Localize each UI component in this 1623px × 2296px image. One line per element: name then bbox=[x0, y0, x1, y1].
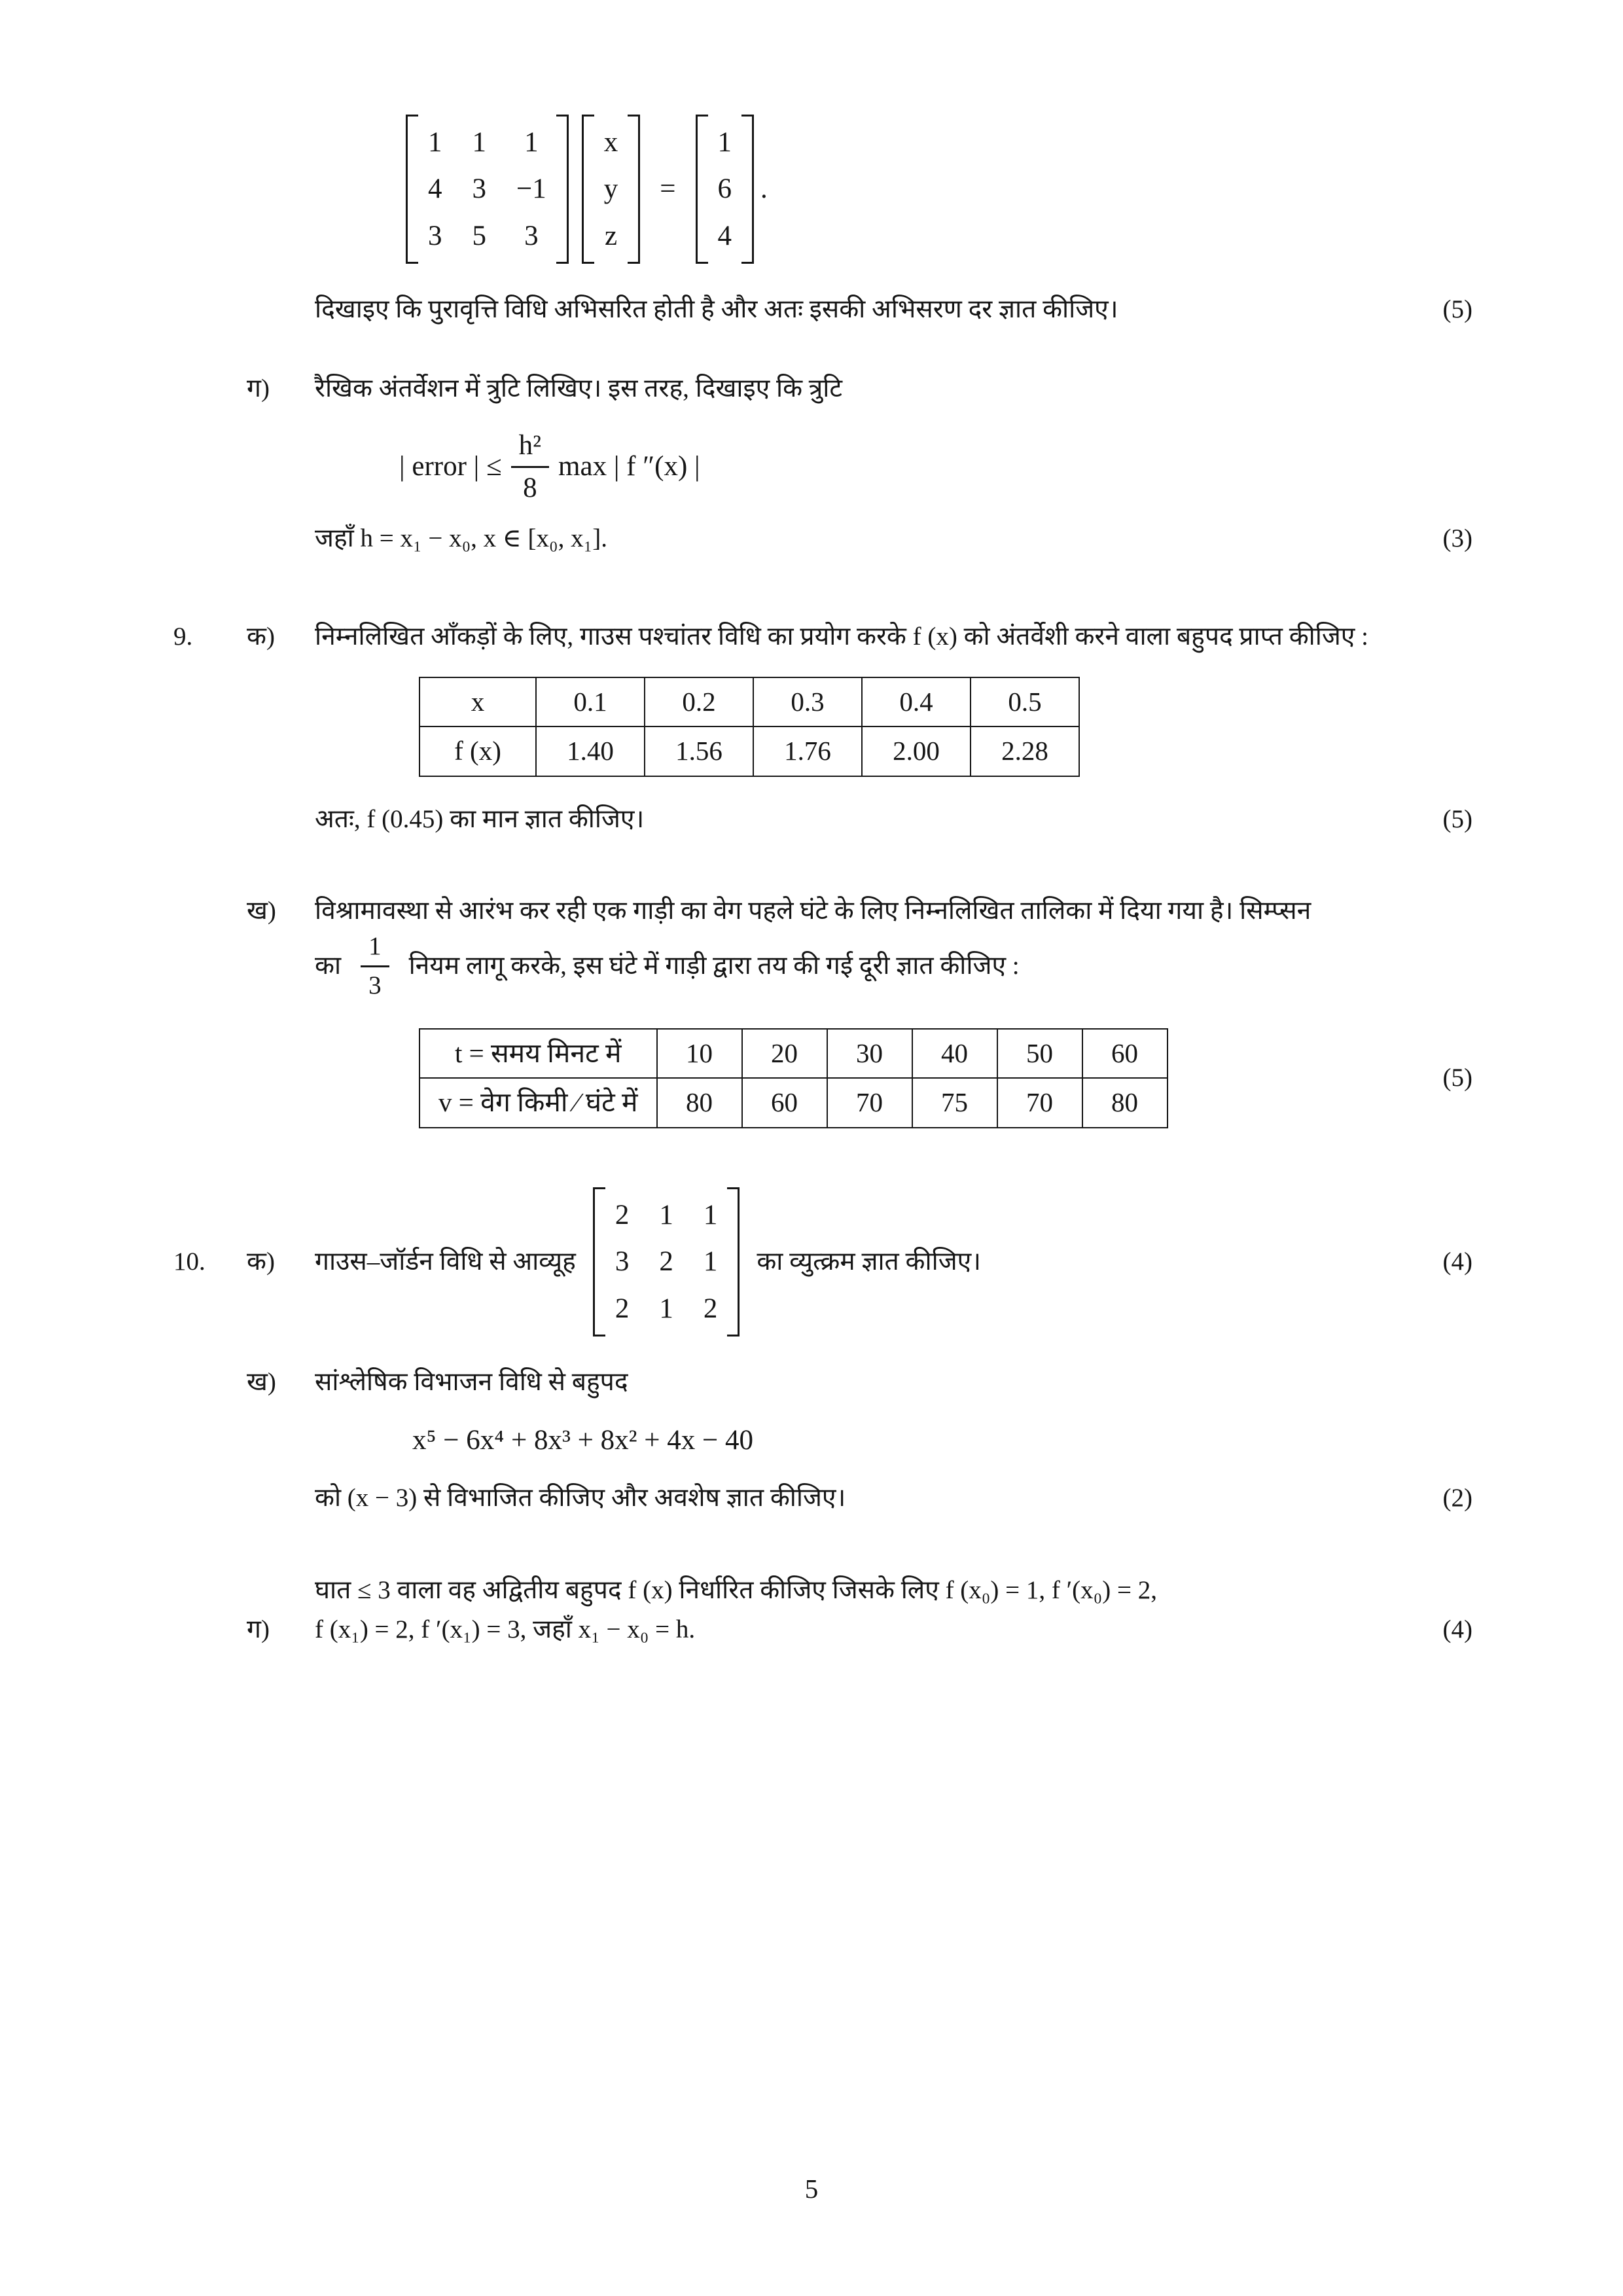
table-row bbox=[419, 1078, 1168, 1128]
q10c-text-line2: f (x₁) = 2, f ′(x₁) = 3, जहाँ x₁ − x₀ = h. bbox=[315, 1615, 696, 1644]
q9b-question-text bbox=[315, 891, 1472, 1002]
q10a-text-after: का व्युत्क्रम ज्ञात कीजिए। bbox=[757, 1247, 981, 1276]
q10a-matrix bbox=[593, 1187, 740, 1336]
matrix-entry: 4 bbox=[428, 173, 442, 205]
matrix-entry: 1 bbox=[472, 127, 486, 158]
table-cell: 2.00 bbox=[862, 726, 971, 776]
q10a-question-text bbox=[315, 1187, 1407, 1336]
fx-data-table bbox=[419, 677, 1080, 777]
page-content bbox=[173, 115, 1472, 1650]
q10b-subpart-label: ख) bbox=[247, 1368, 276, 1397]
q10a-marks: (4) bbox=[1442, 1247, 1472, 1276]
q10c-subpart-label: ग) bbox=[247, 1615, 270, 1644]
q8c-where-row bbox=[173, 519, 1472, 558]
fraction-h2-over-8 bbox=[511, 428, 549, 506]
table-cell: 2.28 bbox=[971, 726, 1079, 776]
q10a-subpart-label: क) bbox=[247, 1247, 275, 1276]
equals-sign: = bbox=[660, 173, 676, 204]
matrix-entry: 1 bbox=[428, 127, 442, 158]
q10-number: 10. bbox=[173, 1247, 205, 1276]
table-cell: v = वेग किमी ⁄ घंटे में bbox=[419, 1078, 657, 1128]
q9a-subpart-label: क) bbox=[247, 622, 275, 651]
q10b-intro: सांश्लेषिक विभाजन विधि से बहुपद bbox=[315, 1368, 628, 1397]
matrix-entry: 3 bbox=[472, 173, 486, 205]
q9a-question-row bbox=[173, 617, 1472, 656]
full-stop: . bbox=[760, 173, 768, 204]
matrix-entry: 1 bbox=[659, 1293, 673, 1324]
q9a-question-text: निम्नलिखित आँकड़ों के लिए, गाउस पश्चांतर विधि का प्रयोग करके f (x) को अंतर्वेशी करने वाला बहुपद प्राप्त कीजिए : bbox=[315, 622, 1368, 651]
q10b-intro-row bbox=[173, 1363, 1472, 1402]
q8c-subpart-label: ग) bbox=[247, 374, 270, 403]
q9b-table-row bbox=[173, 1028, 1472, 1128]
q9-number: 9. bbox=[173, 622, 193, 651]
q10c-question-row bbox=[173, 1571, 1472, 1650]
fraction-denominator: 3 bbox=[368, 971, 382, 1000]
table-cell: 40 bbox=[912, 1029, 997, 1079]
fraction-denominator: 8 bbox=[523, 472, 537, 503]
matrix-entry: 1 bbox=[524, 127, 539, 158]
table-row bbox=[419, 677, 1079, 727]
matrix-entry: 2 bbox=[615, 1199, 630, 1230]
table-cell: 80 bbox=[657, 1078, 742, 1128]
table-cell: 50 bbox=[997, 1029, 1082, 1079]
matrix-entry: 3 bbox=[524, 220, 539, 251]
table-cell: 80 bbox=[1082, 1078, 1168, 1128]
table-cell: 60 bbox=[742, 1078, 827, 1128]
coefficient-matrix bbox=[406, 115, 569, 264]
table-cell: 70 bbox=[827, 1078, 912, 1128]
matrix-entry: 3 bbox=[428, 220, 442, 251]
table-cell: 20 bbox=[742, 1029, 827, 1079]
q9b-line2-prefix: का bbox=[315, 952, 342, 980]
matrix-entry: 6 bbox=[717, 173, 732, 205]
page-number: 5 bbox=[804, 2174, 819, 2204]
matrix-entry: 3 bbox=[615, 1246, 630, 1278]
table-cell: 1.56 bbox=[645, 726, 753, 776]
q9b-marks: (5) bbox=[1442, 1064, 1472, 1092]
table-row bbox=[419, 1029, 1168, 1079]
matrix-entry: 4 bbox=[717, 220, 732, 251]
table-cell: 0.5 bbox=[971, 677, 1079, 727]
table-cell: 75 bbox=[912, 1078, 997, 1128]
q9b-text-line2 bbox=[315, 931, 1472, 1002]
table-cell: 10 bbox=[657, 1029, 742, 1079]
matrix-entry: 1 bbox=[717, 127, 732, 158]
q10a-text-before: गाउस–जॉर्डन विधि से आव्यूह bbox=[315, 1247, 576, 1276]
q10b-polynomial: x⁵ − 6x⁴ + 8x³ + 8x² + 4x − 40 bbox=[412, 1424, 754, 1456]
q9a-marks: (5) bbox=[1442, 804, 1472, 833]
table-cell: 1.76 bbox=[753, 726, 862, 776]
unknown-vector bbox=[582, 115, 641, 264]
matrix-entry: 2 bbox=[659, 1246, 673, 1278]
q10c-text-line1: घात ≤ 3 वाला वह अद्वितीय बहुपद f (x) निर्धारित कीजिए जिसके लिए f (x₀) = 1, f ′(x₀) = 2, bbox=[315, 1575, 1157, 1604]
q8c-where-clause: जहाँ h = x₁ − x₀, x ∈ [x₀, x₁]. bbox=[315, 524, 607, 552]
q8c-error-formula bbox=[399, 428, 1472, 506]
matrix-entry: z bbox=[604, 220, 618, 251]
matrix-entry: x bbox=[603, 127, 618, 158]
formula-rhs: max | f ″(x) | bbox=[558, 451, 700, 482]
table-cell: 0.3 bbox=[753, 677, 862, 727]
q9a-followup-row bbox=[173, 800, 1472, 839]
matrix-entry: 2 bbox=[615, 1293, 630, 1324]
q8c-intro: रैखिक अंतर्वेशन में त्रुटि लिखिए। इस तरह, दिखाइए कि त्रुटि bbox=[315, 374, 843, 403]
q10b-outro-row bbox=[173, 1479, 1472, 1518]
table-cell: 1.40 bbox=[536, 726, 645, 776]
q8c-intro-row bbox=[173, 369, 1472, 408]
matrix-entry: 5 bbox=[472, 220, 486, 251]
matrix-entry: y bbox=[603, 173, 618, 205]
q8c-marks: (3) bbox=[1442, 524, 1472, 552]
matrix-entry: 1 bbox=[703, 1199, 718, 1230]
q9b-question-row bbox=[173, 891, 1472, 1002]
fraction-one-third bbox=[361, 931, 389, 1002]
q10b-marks: (2) bbox=[1442, 1484, 1472, 1513]
q9b-line2-suffix: नियम लागू करके, इस घंटे में गाड़ी द्वारा तय की गई दूरी ज्ञात कीजिए : bbox=[408, 952, 1020, 980]
matrix-entry: 2 bbox=[703, 1293, 718, 1324]
q9b-subpart-label: ख) bbox=[247, 897, 276, 925]
table-cell: x bbox=[419, 677, 536, 727]
table-cell: 30 bbox=[827, 1029, 912, 1079]
table-cell: 0.4 bbox=[862, 677, 971, 727]
q10c-marks: (4) bbox=[1442, 1615, 1472, 1644]
matrix-entry: −1 bbox=[516, 173, 546, 205]
matrix-entry: 1 bbox=[659, 1199, 673, 1230]
table-cell: 0.1 bbox=[536, 677, 645, 727]
q10b-outro: को (x − 3) से विभाजित कीजिए और अवशेष ज्ञात कीजिए। bbox=[315, 1484, 846, 1513]
velocity-data-table bbox=[419, 1028, 1168, 1128]
table-cell: f (x) bbox=[419, 726, 536, 776]
matrix-entry: 1 bbox=[703, 1246, 718, 1278]
q10c-question-text bbox=[315, 1571, 1407, 1650]
table-cell: 60 bbox=[1082, 1029, 1168, 1079]
fraction-numerator: 1 bbox=[361, 931, 389, 967]
constant-vector bbox=[696, 115, 755, 264]
q8b-statement: दिखाइए कि पुरावृत्ति विधि अभिसरित होती है और अतः इसकी अभिसरण दर ज्ञात कीजिए। bbox=[315, 295, 1118, 324]
q8b-matrix-equation bbox=[399, 115, 1472, 264]
table-row bbox=[419, 726, 1079, 776]
fraction-numerator: h² bbox=[511, 428, 549, 468]
q8b-statement-row bbox=[173, 290, 1472, 329]
table-cell: 0.2 bbox=[645, 677, 753, 727]
table-cell: t = समय मिनट में bbox=[419, 1029, 657, 1079]
table-cell: 70 bbox=[997, 1078, 1082, 1128]
formula-lhs: | error | ≤ bbox=[399, 451, 502, 482]
q8b-marks: (5) bbox=[1442, 295, 1472, 324]
q9a-followup: अतः, f (0.45) का मान ज्ञात कीजिए। bbox=[315, 804, 645, 833]
q9b-text-line1: विश्रामावस्था से आरंभ कर रही एक गाड़ी का वेग पहले घंटे के लिए निम्नलिखित तालिका में दिया गया है। सिम्प्सन bbox=[315, 897, 1311, 925]
q10a-question-row bbox=[173, 1187, 1472, 1336]
